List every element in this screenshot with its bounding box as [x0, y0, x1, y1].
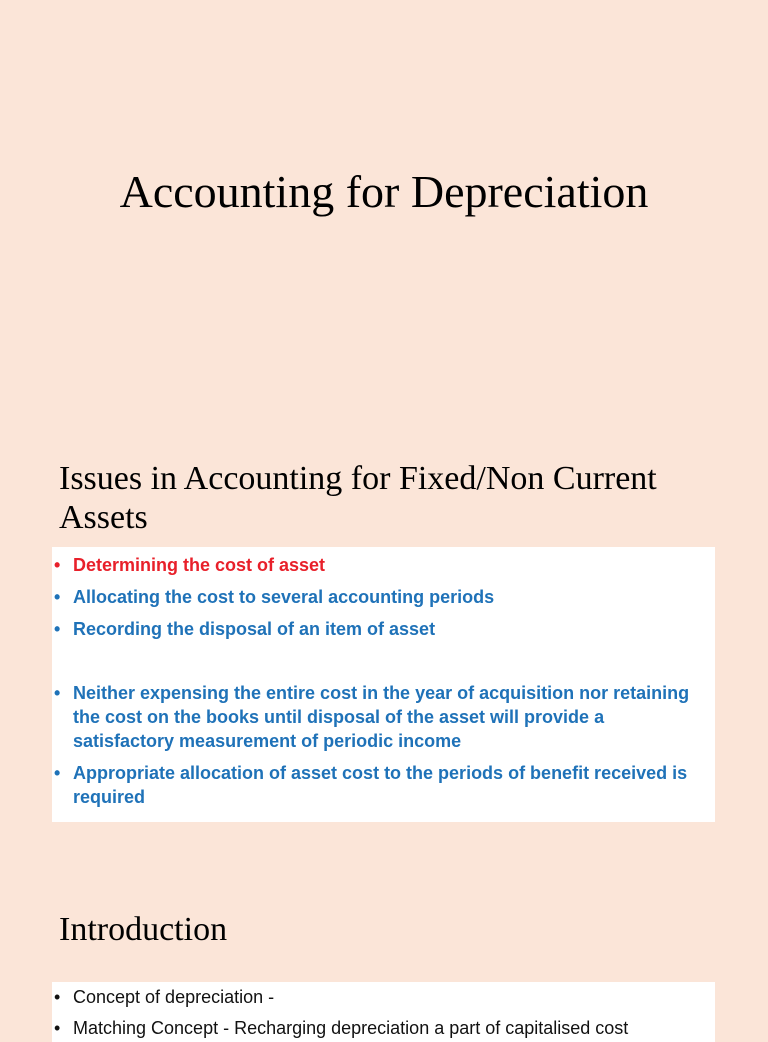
list-item: • Determining the cost of asset: [54, 555, 326, 575]
introduction-heading: Introduction: [59, 911, 228, 948]
introduction-bullet-panel: [52, 982, 715, 1042]
list-item: • Recording the disposal of an item of asset: [54, 619, 436, 639]
bullet-icon: •: [54, 763, 61, 783]
bullet-icon: •: [54, 587, 61, 607]
list-item: • Matching Concept - Recharging depreciation a part of capitalised cost: [54, 1018, 629, 1038]
list-item: • Concept of depreciation -: [54, 987, 275, 1007]
issues-bullet-panel: [52, 547, 715, 822]
issues-heading: Issues in Accounting for Fixed/Non Current Assets: [59, 460, 657, 536]
bullet-icon: •: [54, 1018, 61, 1038]
bullet-icon: •: [54, 987, 61, 1007]
list-item: • Allocating the cost to several accounting periods: [54, 587, 495, 607]
bullet-icon: •: [54, 555, 61, 575]
slide-title: Accounting for Depreciation: [119, 166, 649, 217]
bullet-icon: •: [54, 683, 61, 703]
bullet-icon: •: [54, 619, 61, 639]
list-item: • Appropriate allocation of asset cost to the periods of benefit received is required: [54, 763, 688, 807]
list-item: • Neither expensing the entire cost in the year of acquisition nor retaining the cost on the books until disposal of the asset will provide a satisfactory measurement of periodic income: [54, 683, 690, 751]
